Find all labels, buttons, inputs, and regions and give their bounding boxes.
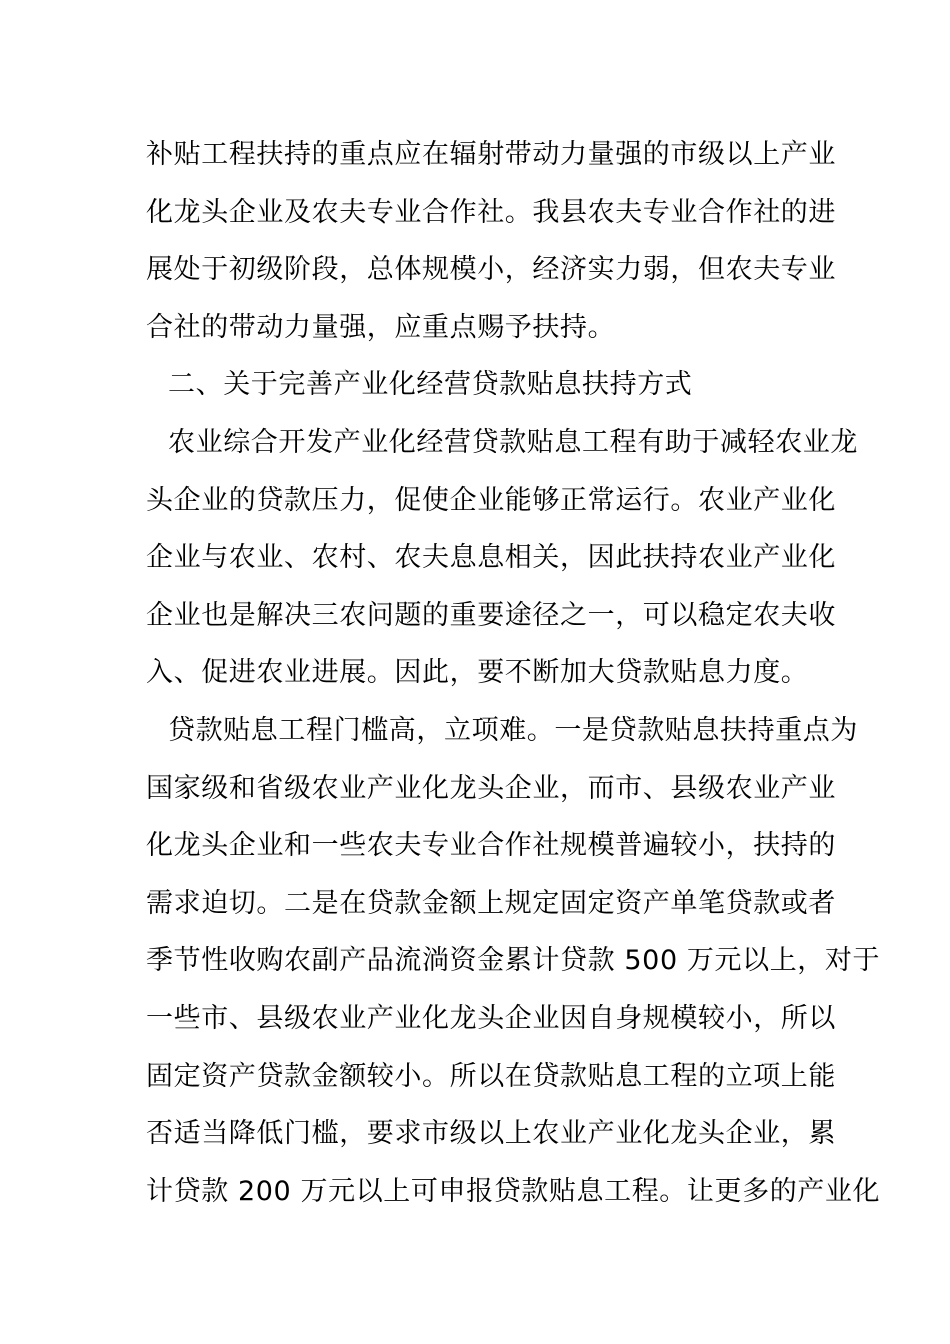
text-line: 农业综合开发产业化经营贷款贴息工程有助于减轻农业龙 (168, 426, 858, 458)
text-line: 企业与农业、农村、农夫息息相关，因此扶持农业产业化 (146, 542, 836, 574)
text-line: 化龙头企业和一些农夫专业合作社规模普遍较小，扶持的 (146, 830, 836, 862)
section-heading (146, 356, 816, 414)
heading-line: 二、关于完善产业化经营贷款贴息扶持方式 (168, 369, 693, 401)
text-line: 季节性收购农副产品流淌资金累计贷款 500 万元以上，对于 (146, 945, 881, 977)
paragraph-threshold-issues (146, 702, 881, 1220)
text-line: 化龙头企业及农夫专业合作社。我县农夫专业合作社的进 (146, 196, 836, 228)
text-line: 贷款贴息工程门槛高，立项难。一是贷款贴息扶持重点为 (168, 714, 858, 746)
text-line: 国家级和省级农业产业化龙头企业，而市、县级农业产业 (146, 772, 836, 804)
text-line: 一些市、县级农业产业化龙头企业因自身规模较小，所以 (146, 1002, 836, 1034)
text-line: 展处于初级阶段，总体规模小，经济实力弱，但农夫专业 (146, 254, 836, 286)
paragraph-loan-interest-benefits (146, 414, 858, 702)
text-line: 否适当降低门槛，要求市级以上农业产业化龙头企业，累 (146, 1118, 836, 1150)
text-line: 企业也是解决三农问题的重要途径之一，可以稳定农夫收 (146, 599, 836, 631)
document-body (146, 126, 881, 1220)
text-line: 补贴工程扶持的重点应在辐射带动力量强的市级以上产业 (146, 139, 836, 170)
text-line: 入、促进农业进展。因此，要不断加大贷款贴息力度。 (146, 657, 809, 689)
text-line: 需求迫切。二是在贷款金额上规定固定资产单笔贷款或者 (146, 887, 836, 919)
text-line: 合社的带动力量强，应重点赐予扶持。 (146, 311, 616, 343)
paragraph-subsidy-focus (146, 126, 836, 356)
text-line: 计贷款 200 万元以上可申报贷款贴息工程。让更多的产业化 (146, 1175, 881, 1207)
text-line: 头企业的贷款压力，促使企业能够正常运行。农业产业化 (146, 484, 836, 516)
text-line: 固定资产贷款金额较小。所以在贷款贴息工程的立项上能 (146, 1060, 836, 1092)
